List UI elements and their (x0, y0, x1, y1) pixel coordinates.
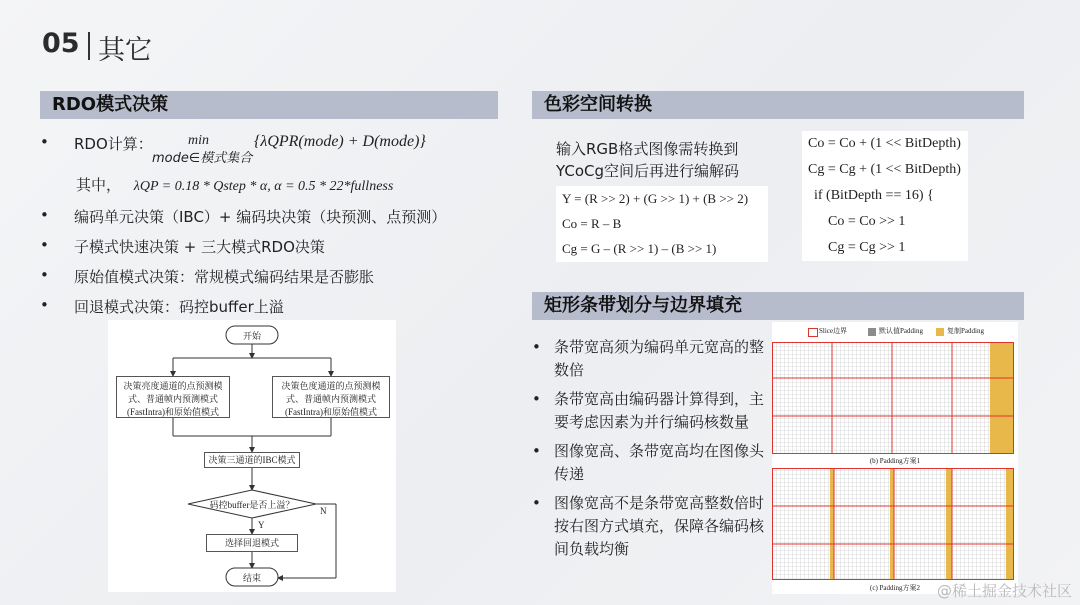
rdo-min: min (188, 133, 209, 148)
bullet-item: • 子模式快速决策 + 三大模式RDO决策 (40, 236, 325, 256)
lambda-formula: λQP = 0.18 * Qstep * α, α = 0.5 * 22*fullness (133, 179, 394, 194)
flow-fallback-box: 选择回退模式 (206, 534, 298, 552)
bullet-text: 图像宽高、条带宽高均在图像头传递 (554, 442, 765, 483)
bullet-text: 编码单元决策（IBC）+ 编码块决策（块预测、点预测） (74, 208, 447, 226)
legend-slice-label: Slice边界 (819, 327, 847, 335)
bullet-item: • 原始值模式决策：常规模式编码结果是否膨胀 (40, 266, 375, 286)
section-rdo-title: RDO模式决策 (40, 91, 498, 119)
bullet-item: • 条带宽高须为编码单元宽高的整数倍 (532, 336, 768, 382)
rdo-flowchart (108, 320, 396, 592)
caption-c: (c) Padding方案2 (870, 584, 920, 592)
watermark-text: @稀土掘金技术社区 (936, 582, 1072, 600)
bullet-item: • 图像宽高、条带宽高均在图像头传递 (532, 440, 768, 486)
inverse-transform (802, 131, 968, 261)
fwd-formula: Co = R – B (562, 216, 622, 231)
colorspace-desc-line: YCoCg空间后再进行编解码 (556, 162, 739, 180)
bullet-text: 回退模式决策：码控buffer上溢 (74, 298, 284, 316)
rdo-formula: {λQPR(mode) + D(mode)} (254, 133, 426, 150)
fwd-formula: Cg = G – (R >> 1) – (B >> 1) (562, 241, 717, 256)
bullet-rdo-calc: • RDO计算： min mode∈模式集合 {λQPR(mode) + D(mode)} (40, 133, 426, 166)
flow-no: N (320, 506, 327, 516)
bullet-text: 条带宽高由编码器计算得到，主要考虑因素为并行编码核数量 (554, 390, 765, 431)
bullet-item: • 回退模式决策：码控buffer上溢 (40, 296, 284, 316)
lambda-prefix: 其中， (76, 176, 122, 194)
legend-copy-label: 复制Padding (947, 327, 984, 335)
padding-diagram (772, 322, 1018, 594)
flow-chroma-box: 决策色度通道的点预测模式、普通帧内预测模式(FastIntra)和原始值模式 (272, 376, 390, 418)
bullet-item: • 条带宽高由编码器计算得到，主要考虑因素为并行编码核数量 (532, 388, 768, 434)
slide-number: 05 (42, 28, 80, 59)
inv-formula: Co = Co >> 1 (828, 214, 906, 229)
rdo-calc-label: RDO计算： (74, 135, 153, 153)
inv-formula: if (BitDepth == 16) { (814, 188, 934, 203)
colorspace-desc (556, 138, 739, 182)
section-slice-title: 矩形条带划分与边界填充 (532, 292, 1024, 320)
rdo-min-sub: mode∈模式集合 (152, 151, 253, 166)
bullet-text: 子模式快速决策 + 三大模式RDO决策 (74, 238, 325, 256)
caption-b: (b) Padding方案1 (869, 457, 921, 465)
flow-end: 结束 (242, 573, 261, 583)
flow-luma-box: 决策亮度通道的点预测模式、普通帧内预测模式(FastIntra)和原始值模式 (116, 376, 230, 418)
bullet-text: 条带宽高须为编码单元宽高的整数倍 (554, 338, 765, 379)
bullet-item: • 编码单元决策（IBC）+ 编码块决策（块预测、点预测） (40, 206, 447, 226)
title-divider (88, 32, 90, 60)
colorspace-desc-line: 输入RGB格式图像需转换到 (556, 140, 739, 158)
lambda-line (76, 174, 393, 195)
flow-yes: Y (258, 520, 265, 530)
slide-title: 其它 (98, 35, 152, 66)
inv-formula: Cg = Cg + (1 << BitDepth) (808, 162, 961, 177)
flow-ibc-box: 决策三通道的IBC模式 (204, 452, 300, 468)
inv-formula: Co = Co + (1 << BitDepth) (808, 136, 961, 151)
flow-start: 开始 (242, 331, 261, 341)
legend-default-label: 默认值Padding (879, 327, 923, 335)
bullet-text: 图像宽高不是条带宽高整数倍时按右图方式填充，保障各编码核间负载均衡 (554, 494, 765, 558)
inv-formula: Cg = Cg >> 1 (828, 240, 906, 255)
bullet-item: • 图像宽高不是条带宽高整数倍时按右图方式填充，保障各编码核间负载均衡 (532, 492, 768, 561)
forward-transform (556, 186, 768, 262)
fwd-formula: Y = (R >> 2) + (G >> 1) + (B >> 2) (562, 191, 749, 206)
bullet-text: 原始值模式决策：常规模式编码结果是否膨胀 (74, 268, 375, 286)
section-colorspace-title: 色彩空间转换 (532, 91, 1024, 119)
flow-decision: 码控buffer是否上溢？ (209, 500, 295, 510)
